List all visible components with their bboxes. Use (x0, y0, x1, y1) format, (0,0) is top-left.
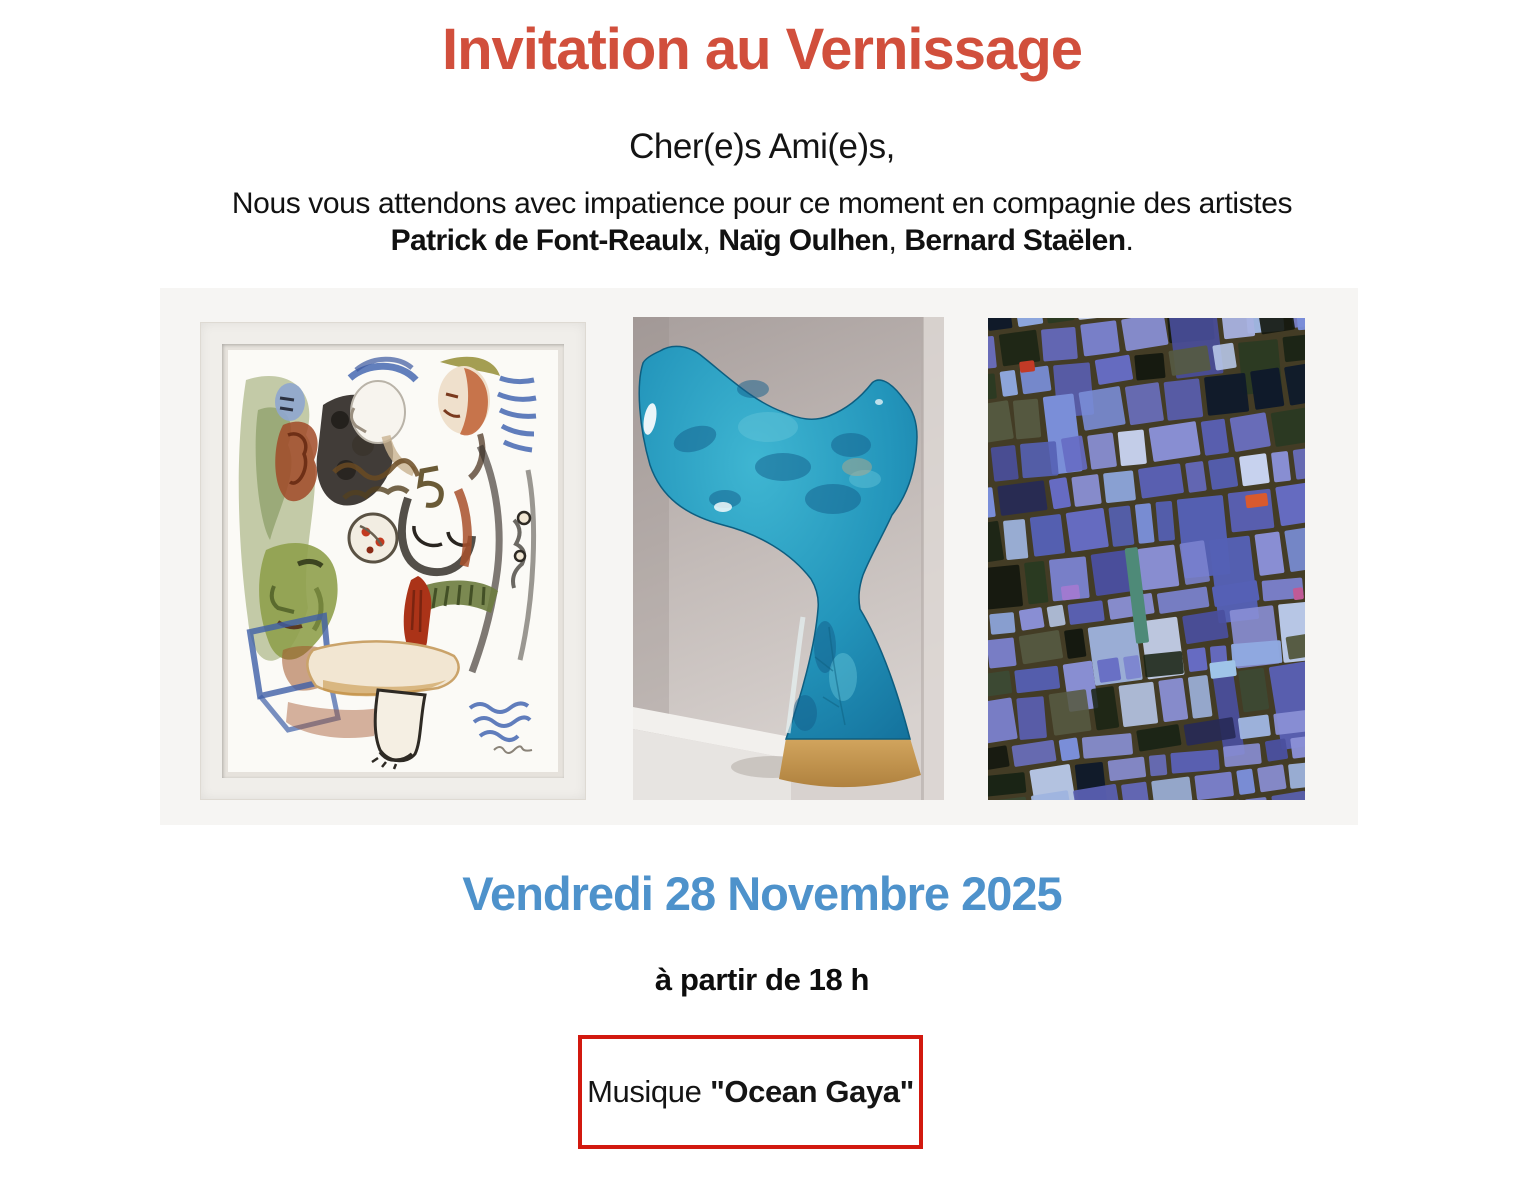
artwork-sculpture (633, 317, 944, 800)
artist-separator: , (702, 224, 719, 257)
sculpture-photo (633, 317, 944, 800)
artist-name-2: Naïg Oulhen (718, 224, 889, 257)
artwork-mosaic (988, 318, 1305, 800)
music-box (578, 1035, 923, 1149)
gallery-strip (160, 288, 1358, 825)
mosaic-photo (988, 318, 1305, 800)
artist-name-1: Patrick de Font-Reaulx (390, 224, 703, 257)
event-time: à partir de 18 h (654, 962, 870, 997)
page-title: Invitation au Vernissage (442, 17, 1082, 82)
greeting-text: Cher(e)s Ami(e)s, (629, 127, 895, 166)
painting-canvas (228, 350, 558, 772)
artist-name-3: Bernard Staëlen (904, 224, 1126, 257)
intro-line: Nous vous attendons avec impatience pour ce moment en compagnie des artistes (231, 187, 1293, 220)
intro-paragraph (0, 185, 1524, 259)
sentence-end: . (1125, 224, 1134, 257)
artist-separator: , (888, 224, 905, 257)
artwork-painting (200, 322, 586, 800)
sculpture-wood-base (779, 738, 921, 787)
music-label: Musique (587, 1074, 702, 1109)
event-date: Vendredi 28 Novembre 2025 (462, 867, 1062, 920)
painting-illustration (228, 350, 558, 772)
music-band-name: "Ocean Gaya" (710, 1074, 914, 1109)
